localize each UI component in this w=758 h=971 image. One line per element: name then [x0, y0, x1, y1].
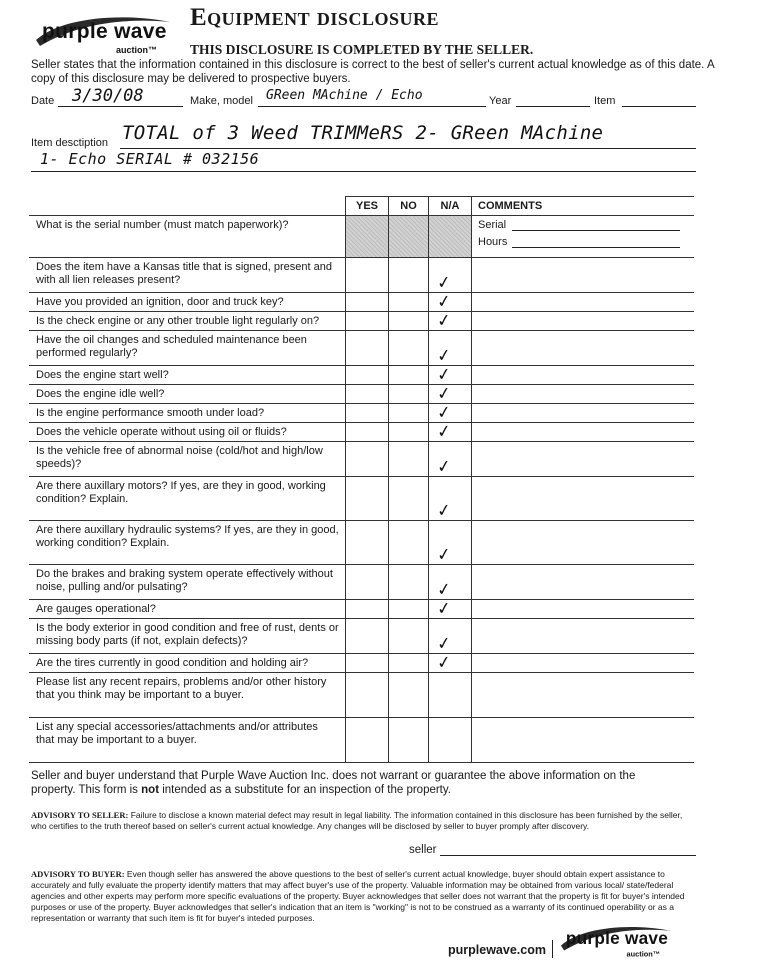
comments-cell[interactable] — [472, 600, 695, 619]
na-cell[interactable] — [429, 654, 472, 673]
make-label: Make, model — [190, 95, 253, 107]
comments-cell[interactable] — [472, 521, 695, 565]
na-cell[interactable] — [429, 477, 472, 521]
na-cell[interactable] — [429, 423, 472, 442]
brand-sub: auction™ — [116, 45, 158, 55]
comments-cell[interactable] — [472, 258, 695, 293]
no-cell[interactable] — [389, 442, 429, 477]
seller-label: seller — [409, 844, 437, 856]
na-cell[interactable] — [429, 442, 472, 477]
advisory-buyer — [31, 869, 695, 924]
checkmark-icon: ✓ — [435, 500, 453, 522]
checkmark-icon: ✓ — [435, 402, 453, 424]
na-header: N/A — [429, 197, 472, 216]
no-cell[interactable] — [389, 521, 429, 565]
date-value[interactable]: 3/30/08 — [72, 86, 144, 106]
advisory-buyer-text: Even though seller has answered the above questions to the best of seller's current actual knowledge, buyer should obtain expert assistance to accurately and fully evaluate the property identify matters that may affect buyer's use of the property. Valuable information may be obtained from various local/ state/federal agencies and other experts may perform more specific evaluations of the property. Buyer acknowledges that seller does not warrant that the property is fit for buyer's intended purposes or use of the property. Buyer acknowledges that seller's indication that an item is "working" is not to be construed as a warranty of its continued operability or as a representation or warranty that such item is fit for buyer's inteded purposes. — [31, 869, 685, 923]
no-cell[interactable] — [389, 385, 429, 404]
checkmark-icon: ✓ — [435, 579, 453, 601]
na-cell[interactable] — [429, 404, 472, 423]
yes-cell[interactable] — [346, 423, 389, 442]
table-row — [29, 366, 694, 385]
table-row — [29, 477, 694, 521]
table-row — [29, 521, 694, 565]
question-text: What is the serial number (must match paperwork)? — [29, 216, 346, 258]
question-text: Is the vehicle free of abnormal noise (cold/hot and high/low speeds)? — [29, 442, 346, 477]
na-cell[interactable] — [429, 258, 472, 293]
year-line[interactable] — [516, 106, 590, 107]
checkmark-icon: ✓ — [435, 310, 453, 332]
table-row — [29, 404, 694, 423]
table-row — [29, 312, 694, 331]
na-cell[interactable] — [429, 331, 472, 366]
na-cell[interactable] — [429, 312, 472, 331]
advisory-seller-label: ADVISORY TO SELLER: — [31, 810, 129, 820]
checkmark-icon: ✓ — [435, 633, 453, 655]
question-text: Have you provided an ignition, door and truck key? — [29, 293, 346, 312]
yes-cell[interactable] — [346, 366, 389, 385]
question-text: Are there auxillary hydraulic systems? If yes, are they in good, working condition? Explain. — [29, 521, 346, 565]
question-text: Is the check engine or any other trouble light regularly on? — [29, 312, 346, 331]
table-header — [29, 197, 694, 216]
checkmark-icon: ✓ — [435, 383, 453, 405]
checkmark-icon: ✓ — [435, 272, 453, 294]
question-text: Does the vehicle operate without using oil or fluids? — [29, 423, 346, 442]
question-text: Does the item have a Kansas title that is signed, present and with all lien releases present? — [29, 258, 346, 293]
yes-cell[interactable] — [346, 718, 389, 763]
na-cell[interactable] — [429, 521, 472, 565]
item-line[interactable] — [622, 106, 696, 107]
desc-value-2[interactable]: 1- Echo SERIAL # 032156 — [40, 150, 260, 168]
table-row — [29, 442, 694, 477]
make-value[interactable]: GReen MAchine / Echo — [266, 88, 423, 103]
checkmark-icon: ✓ — [435, 291, 453, 313]
serial-label: Serial — [478, 219, 507, 231]
table-row — [29, 331, 694, 366]
disclaimer-text — [31, 769, 671, 797]
no-cell[interactable] — [389, 258, 429, 293]
question-header — [29, 197, 346, 216]
checkmark-icon: ✓ — [435, 345, 453, 367]
na-cell[interactable] — [429, 293, 472, 312]
comments-cell[interactable] — [472, 423, 695, 442]
brand-logo — [30, 10, 178, 62]
desc-value-1[interactable]: TOTAL of 3 Weed TRIMMeRS 2- GReen MAchine — [122, 122, 604, 144]
checkmark-icon: ✓ — [435, 364, 453, 386]
footer-divider — [552, 940, 553, 958]
na-cell[interactable] — [429, 619, 472, 654]
no-cell[interactable] — [389, 654, 429, 673]
question-text: Does the engine start well? — [29, 366, 346, 385]
page-subtitle: THIS DISCLOSURE IS COMPLETED BY THE SELLER. — [190, 42, 534, 57]
item-label: Item — [594, 95, 616, 107]
yes-cell[interactable] — [346, 654, 389, 673]
table-row — [29, 423, 694, 442]
table-row — [29, 385, 694, 404]
desc-line-2 — [31, 171, 696, 172]
year-label: Year — [489, 95, 512, 107]
question-text: Are the tires currently in good condition and holding air? — [29, 654, 346, 673]
brand-name: purple wave — [42, 20, 167, 43]
no-cell[interactable] — [389, 673, 429, 718]
question-text: Are there auxillary motors? If yes, are they in good, working condition? Explain. — [29, 477, 346, 521]
yes-cell[interactable] — [346, 673, 389, 718]
na-cell[interactable] — [429, 718, 472, 763]
brand-name: purple wave — [565, 929, 669, 949]
na-cell[interactable] — [429, 565, 472, 600]
checkmark-icon: ✓ — [435, 456, 453, 478]
na-cell[interactable] — [429, 366, 472, 385]
seller-signature-line[interactable] — [440, 855, 696, 856]
yes-cell[interactable] — [346, 385, 389, 404]
desc-line-1 — [120, 148, 696, 149]
no-cell[interactable] — [389, 619, 429, 654]
no-cell[interactable] — [389, 423, 429, 442]
no-cell[interactable] — [389, 477, 429, 521]
question-text: Are gauges operational? — [29, 600, 346, 619]
comments-cell[interactable] — [472, 718, 695, 763]
question-text: Do the brakes and braking system operate effectively without noise, pulling and/or pulsating? — [29, 565, 346, 600]
yes-cell — [346, 216, 389, 258]
yes-cell[interactable] — [346, 619, 389, 654]
table-row — [29, 718, 694, 763]
comments-cell[interactable] — [472, 442, 695, 477]
desc-label: Item desctiption — [31, 137, 109, 149]
na-cell[interactable] — [429, 673, 472, 718]
page-title: Equipment disclosure — [190, 4, 439, 31]
checkmark-icon: ✓ — [435, 598, 453, 620]
yes-cell[interactable] — [346, 477, 389, 521]
comments-cell[interactable] — [472, 331, 695, 366]
comments-cell[interactable] — [472, 654, 695, 673]
no-cell — [389, 216, 429, 258]
no-cell[interactable] — [389, 718, 429, 763]
comments-cell[interactable] — [472, 385, 695, 404]
yes-cell[interactable] — [346, 565, 389, 600]
table-row — [29, 258, 694, 293]
no-cell[interactable] — [389, 404, 429, 423]
comments-header: COMMENTS — [472, 197, 695, 216]
hours-line[interactable] — [512, 247, 680, 248]
table-row — [29, 216, 694, 258]
yes-cell[interactable] — [346, 442, 389, 477]
intro-text: Seller states that the information contained in this disclosure is correct to the best of seller's current actual knowledge as of this date. A copy of this disclosure may be delivered to prospective buyers. — [31, 59, 714, 85]
disclaimer-not: not — [141, 784, 160, 796]
checkmark-icon: ✓ — [435, 421, 453, 443]
comments-cell[interactable] — [472, 366, 695, 385]
comments-cell[interactable] — [472, 404, 695, 423]
advisory-seller — [31, 810, 695, 832]
question-text: Is the body exterior in good condition and free of rust, dents or missing body parts (if not, explain defects)? — [29, 619, 346, 654]
comments-cell[interactable] — [472, 312, 695, 331]
disclaimer-part-2: intended as a substitute for an inspection of the property. — [159, 784, 451, 796]
yes-cell[interactable] — [346, 521, 389, 565]
footer-url[interactable]: purplewave.com — [448, 943, 546, 957]
table-row — [29, 600, 694, 619]
advisory-seller-text: Failure to disclose a known material defect may result in legal liability. The information contained in this disclosure has been furnished by the seller, who certifies to the truth thereof based on seller's current actual knowledge. Any changes will be disclosed by seller to buyer promply after discovery. — [31, 810, 683, 831]
question-text: Does the engine idle well? — [29, 385, 346, 404]
make-line — [258, 106, 486, 107]
checkmark-icon: ✓ — [435, 544, 453, 566]
na-cell[interactable] — [429, 600, 472, 619]
no-cell[interactable] — [389, 312, 429, 331]
no-cell[interactable] — [389, 331, 429, 366]
date-line — [58, 106, 183, 107]
date-label: Date — [31, 95, 55, 107]
footer-logo — [556, 921, 677, 964]
table-row — [29, 654, 694, 673]
comments-cell[interactable] — [472, 216, 695, 258]
question-text: List any special accessories/attachments and/or attributes that may be important to a buyer. — [29, 718, 346, 763]
yes-cell[interactable] — [346, 312, 389, 331]
no-cell[interactable] — [389, 600, 429, 619]
question-text: Have the oil changes and scheduled maintenance been performed regularly? — [29, 331, 346, 366]
no-cell[interactable] — [389, 293, 429, 312]
table-row — [29, 673, 694, 718]
table-row — [29, 565, 694, 600]
no-cell[interactable] — [389, 565, 429, 600]
na-cell — [429, 216, 472, 258]
yes-cell[interactable] — [346, 293, 389, 312]
yes-cell[interactable] — [346, 258, 389, 293]
table-row — [29, 619, 694, 654]
yes-cell[interactable] — [346, 331, 389, 366]
no-header: NO — [389, 197, 429, 216]
question-text: Is the engine performance smooth under load? — [29, 404, 346, 423]
disclosure-table — [29, 196, 694, 763]
comments-cell[interactable] — [472, 293, 695, 312]
table-row — [29, 293, 694, 312]
question-text: Please list any recent repairs, problems and/or other history that you think may be important to a buyer. — [29, 673, 346, 718]
yes-cell[interactable] — [346, 404, 389, 423]
checkmark-icon: ✓ — [435, 652, 453, 674]
comments-cell[interactable] — [472, 619, 695, 654]
yes-cell[interactable] — [346, 600, 389, 619]
no-cell[interactable] — [389, 366, 429, 385]
serial-line[interactable] — [512, 230, 680, 231]
hours-label: Hours — [478, 236, 508, 248]
na-cell[interactable] — [429, 385, 472, 404]
advisory-buyer-label: ADVISORY TO BUYER: — [31, 869, 125, 879]
disclaimer-part-1: Seller and buyer understand that Purple Wave Auction Inc. does not warrant or guarantee the above information on the property. This form is — [31, 770, 636, 796]
comments-cell[interactable] — [472, 565, 695, 600]
brand-sub: auction™ — [626, 949, 661, 958]
comments-cell[interactable] — [472, 477, 695, 521]
comments-cell[interactable] — [472, 673, 695, 718]
yes-header: YES — [346, 197, 389, 216]
